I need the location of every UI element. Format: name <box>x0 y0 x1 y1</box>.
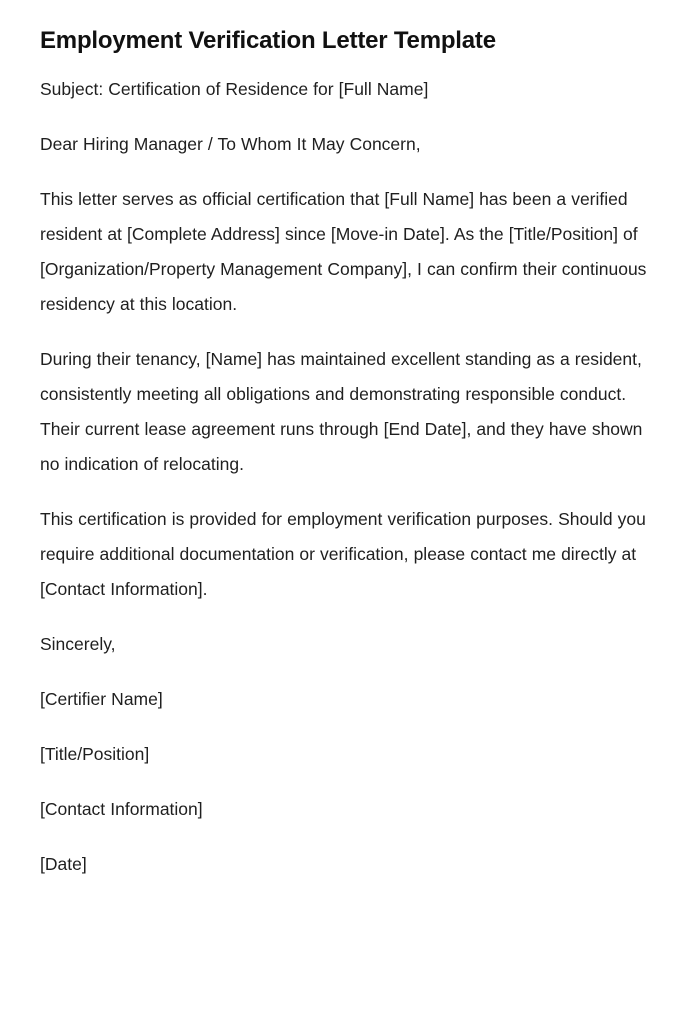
page-title: Employment Verification Letter Template <box>40 27 496 54</box>
body-paragraph-3: This certification is provided for employment verification purposes. Should you require additional documentation or verification, please contact me directly at [Contact Information]. <box>40 509 646 599</box>
body-paragraph-1: This letter serves as official certification that [Full Name] has been a verified resident at [Complete Address] since [Move-in Date]. As the [Title/Position] of [Organization/Property Management Company], I can confirm their continuous residency at this location. <box>40 189 647 314</box>
closing-salutation: Sincerely, <box>40 634 116 654</box>
body-paragraph-2: During their tenancy, [Name] has maintained excellent standing as a resident, consistently meeting all obligations and demonstrating responsible conduct. Their current lease agreement runs through [End Date], and they have shown no indication of relocating. <box>40 349 643 474</box>
subject-line: Subject: Certification of Residence for [Full Name] <box>40 79 429 99</box>
salutation: Dear Hiring Manager / To Whom It May Concern, <box>40 134 421 154</box>
signature-contact-information: [Contact Information] <box>40 799 203 819</box>
signature-title-position: [Title/Position] <box>40 744 150 764</box>
signature-date: [Date] <box>40 854 87 874</box>
signature-certifier-name: [Certifier Name] <box>40 689 163 709</box>
